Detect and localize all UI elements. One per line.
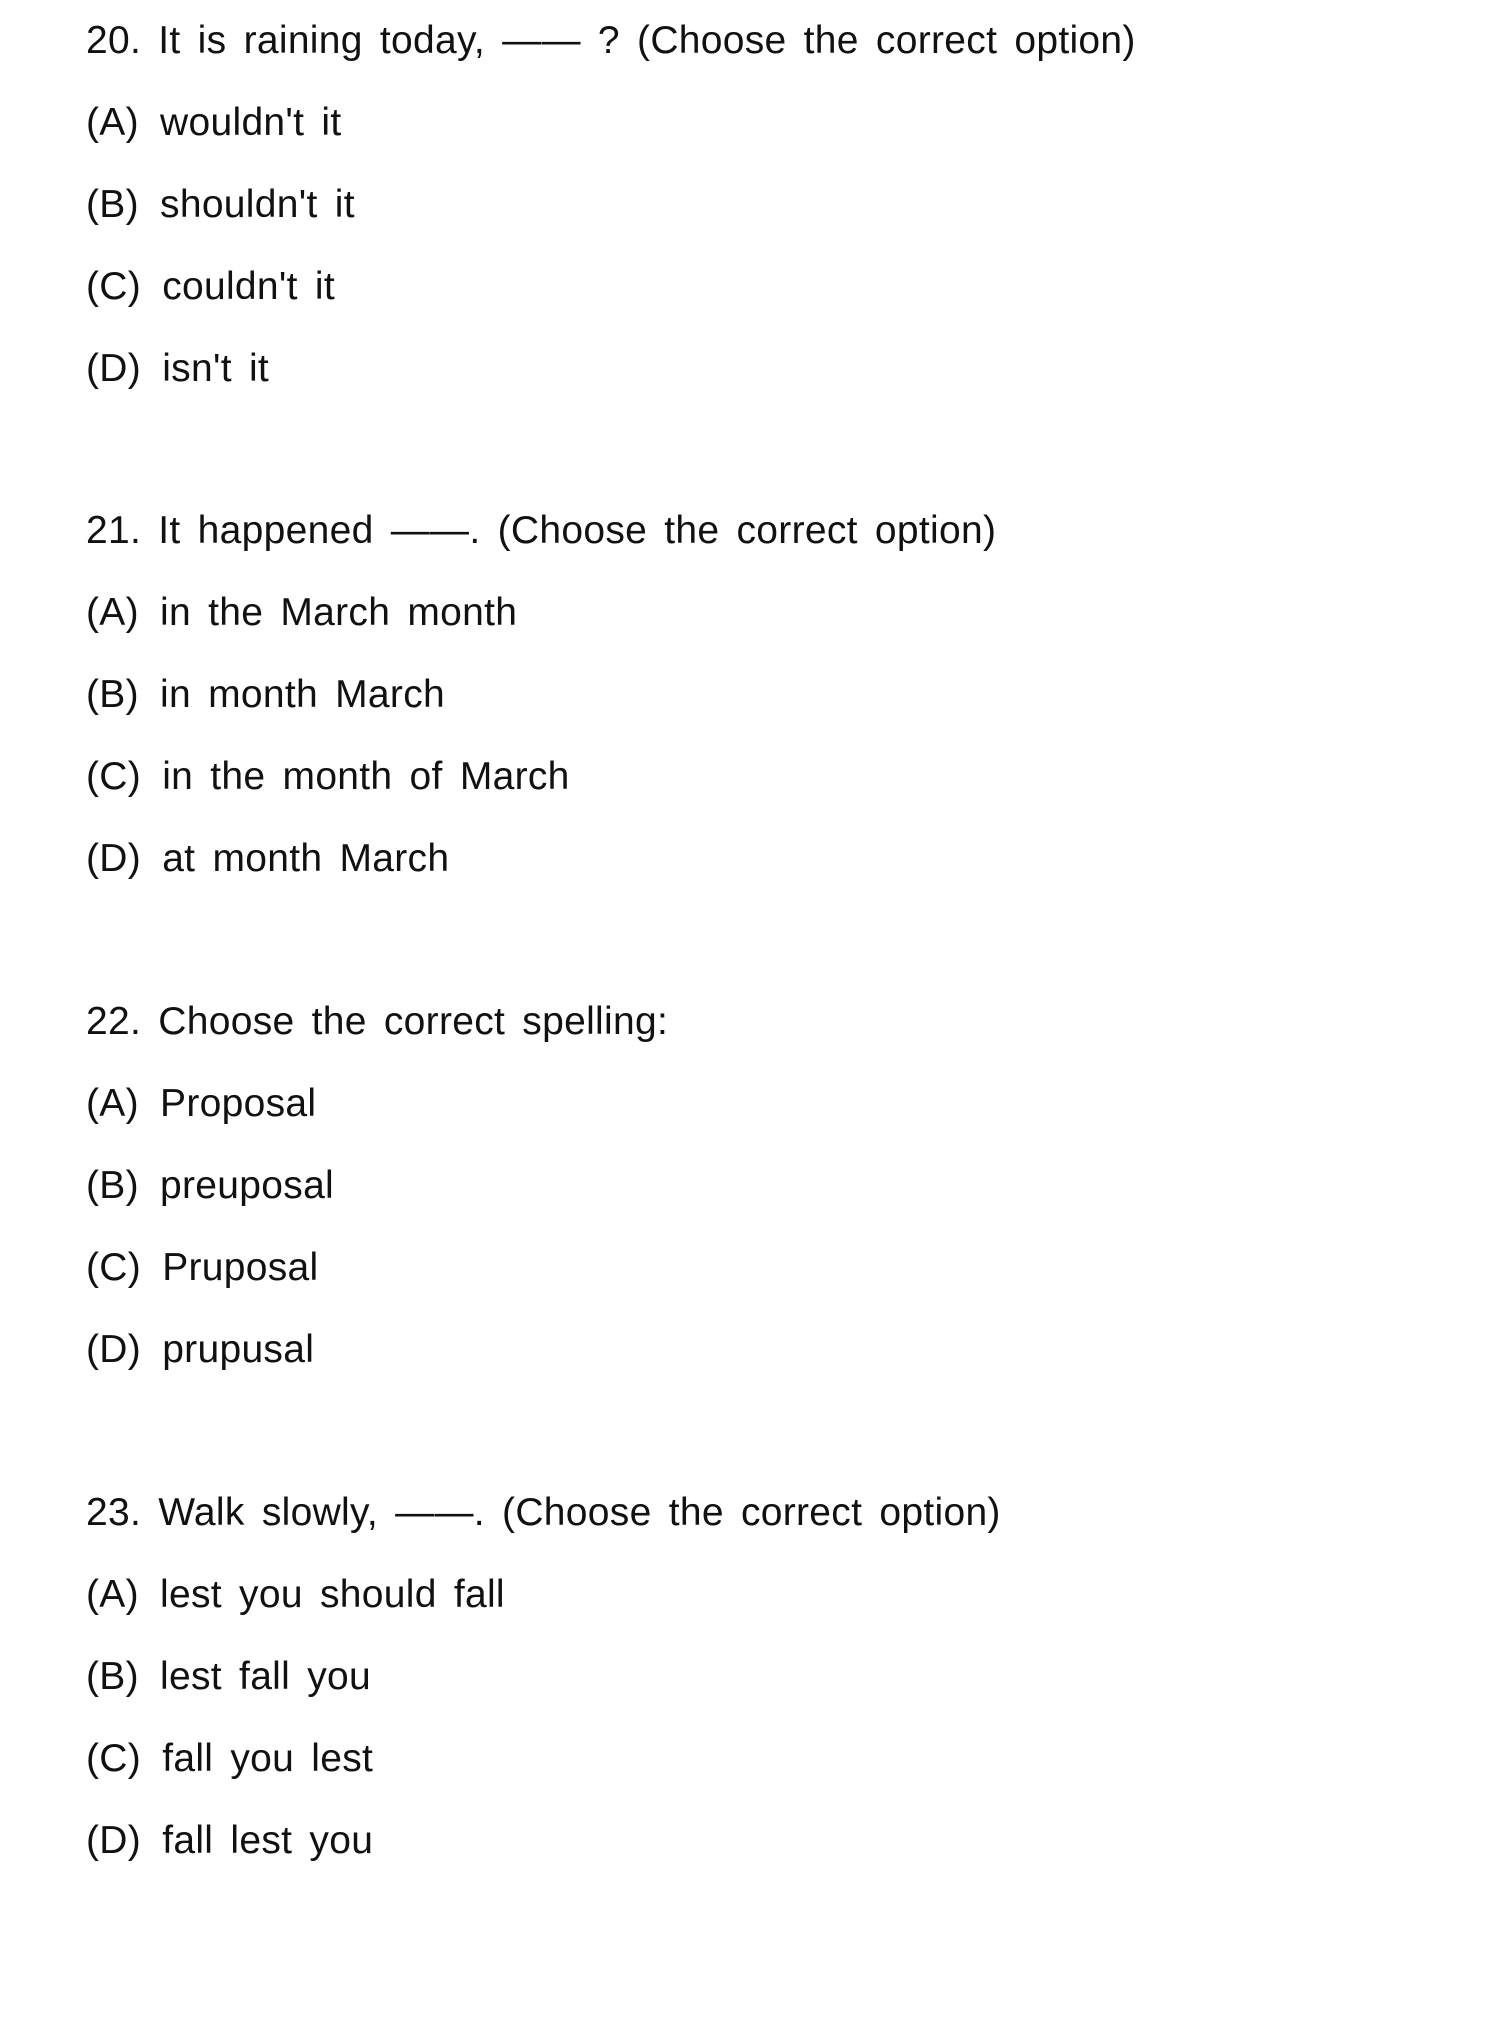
option-a[interactable] — [86, 572, 1466, 654]
option-text: Pruposal — [162, 1246, 319, 1289]
question-22 — [86, 981, 1466, 1391]
option-text: in month March — [160, 673, 446, 716]
option-letter: (D) — [86, 837, 142, 880]
option-letter: (A) — [86, 1573, 139, 1616]
option-letter: (C) — [86, 265, 142, 308]
option-a[interactable] — [86, 82, 1466, 164]
option-c[interactable] — [86, 1718, 1466, 1800]
option-letter: (B) — [86, 1655, 139, 1698]
option-b[interactable] — [86, 1636, 1466, 1718]
option-c[interactable] — [86, 1227, 1466, 1309]
question-stem — [86, 1472, 1466, 1554]
option-d[interactable] — [86, 1309, 1466, 1391]
option-text: Proposal — [160, 1082, 317, 1125]
question-number: 20. — [86, 19, 142, 62]
question-number: 22. — [86, 1000, 142, 1043]
question-21 — [86, 490, 1466, 900]
question-text: Choose the correct spelling: — [158, 1000, 669, 1043]
option-letter: (B) — [86, 183, 139, 226]
question-stem — [86, 490, 1466, 572]
option-text: wouldn't it — [160, 101, 342, 144]
question-stem — [86, 0, 1466, 82]
option-d[interactable] — [86, 1800, 1466, 1882]
option-a[interactable] — [86, 1554, 1466, 1636]
option-b[interactable] — [86, 1145, 1466, 1227]
option-text: couldn't it — [162, 265, 336, 308]
option-letter: (A) — [86, 1082, 139, 1125]
option-d[interactable] — [86, 818, 1466, 900]
question-20 — [86, 0, 1466, 410]
option-text: preuposal — [160, 1164, 335, 1207]
option-letter: (A) — [86, 101, 139, 144]
option-text: isn't it — [162, 347, 270, 390]
option-text: fall lest you — [162, 1819, 374, 1862]
question-stem — [86, 981, 1466, 1063]
option-text: in the March month — [160, 591, 518, 634]
question-text: It happened ——. (Choose the correct option) — [158, 509, 997, 552]
option-text: shouldn't it — [160, 183, 355, 226]
option-c[interactable] — [86, 736, 1466, 818]
option-letter: (A) — [86, 591, 139, 634]
question-23 — [86, 1472, 1466, 1882]
option-text: prupusal — [162, 1328, 315, 1371]
option-a[interactable] — [86, 1063, 1466, 1145]
option-letter: (C) — [86, 1246, 142, 1289]
option-letter: (D) — [86, 347, 142, 390]
question-number: 21. — [86, 509, 142, 552]
option-text: in the month of March — [162, 755, 570, 798]
option-letter: (C) — [86, 1737, 142, 1780]
option-text: lest fall you — [160, 1655, 372, 1698]
question-number: 23. — [86, 1491, 142, 1534]
option-letter: (C) — [86, 755, 142, 798]
option-text: fall you lest — [162, 1737, 374, 1780]
option-letter: (B) — [86, 1164, 139, 1207]
question-text: Walk slowly, ——. (Choose the correct option) — [158, 1491, 1001, 1534]
question-text: It is raining today, —— ? (Choose the correct option) — [158, 19, 1136, 62]
option-text: at month March — [162, 837, 450, 880]
option-c[interactable] — [86, 246, 1466, 328]
option-d[interactable] — [86, 328, 1466, 410]
option-b[interactable] — [86, 654, 1466, 736]
option-letter: (D) — [86, 1819, 142, 1862]
option-text: lest you should fall — [160, 1573, 505, 1616]
option-b[interactable] — [86, 164, 1466, 246]
option-letter: (B) — [86, 673, 139, 716]
option-letter: (D) — [86, 1328, 142, 1371]
